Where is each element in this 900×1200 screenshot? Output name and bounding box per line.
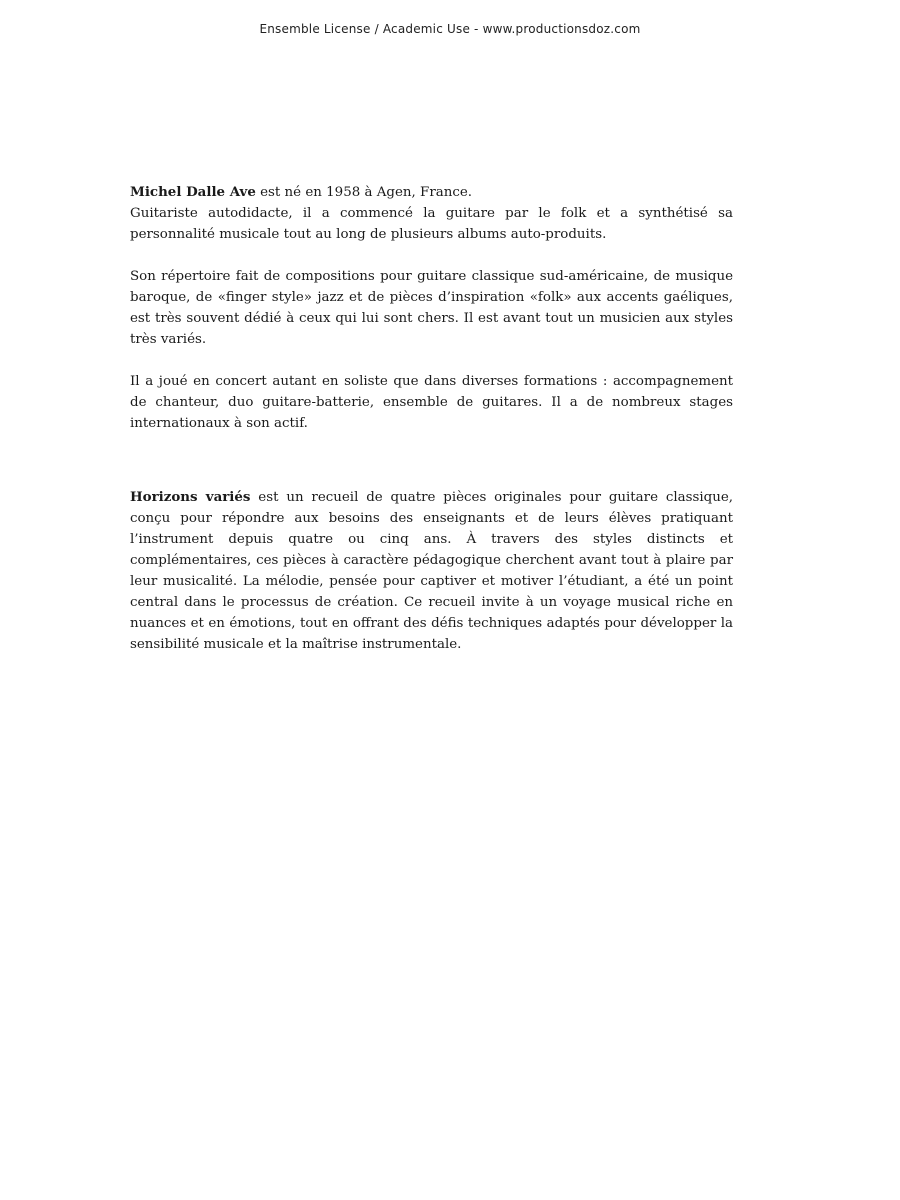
license-header: Ensemble License / Academic Use - www.productionsdoz.com — [259, 22, 641, 36]
section-spacer — [130, 466, 733, 487]
bio-intro-text: est né en 1958 à Agen, France. — [255, 185, 473, 200]
bio-paragraph-3: Il a joué en concert autant en soliste que dans diverses formations : accompagnement de chanteur, duo guitare-batterie, ensemble de guitares. Il a de nombreux stages internationaux à son actif. — [130, 374, 733, 431]
collection-description: est un recueil de quatre pièces originales pour guitare classique, conçu pour répondre aux besoins des enseignants et de leurs élèves pratiquant l’instrument depuis quatre ou cinq ans. À travers des styles distincts et complémentaires, ces pièces à caractère pédagogique cherchent avant tout à plaire par leur musicalité. La mélodie, pensée pour captiver et motiver l’étudiant, a été un point central dans le processus de création. Ce recueil invite à un voyage musical riche en nuances et en émotions, tout en offrant des défis techniques adaptés pour développer la sensibilité musicale et la maîtrise instrumentale. — [130, 490, 734, 652]
collection-paragraph — [130, 487, 733, 655]
collection-title: Horizons variés — [130, 489, 251, 505]
paragraph-spacer — [130, 245, 733, 266]
bio-intro — [130, 182, 733, 203]
bio-paragraph-1: Guitariste autodidacte, il a commencé la guitare par le folk et a synthétisé sa personnalité musicale tout au long de plusieurs albums auto-produits. — [130, 206, 733, 242]
document-body — [130, 182, 733, 655]
bio-paragraph-2: Son répertoire fait de compositions pour guitare classique sud-américaine, de musique baroque, de «finger style» jazz et de pièces d’inspiration «folk» aux accents gaéliques, est très souvent dédié à ceux qui lui sont chers. Il est avant tout un musicien aux styles très variés. — [130, 269, 733, 347]
paragraph-spacer — [130, 350, 733, 371]
section-spacer — [130, 434, 733, 466]
composer-name: Michel Dalle Ave — [130, 184, 256, 200]
